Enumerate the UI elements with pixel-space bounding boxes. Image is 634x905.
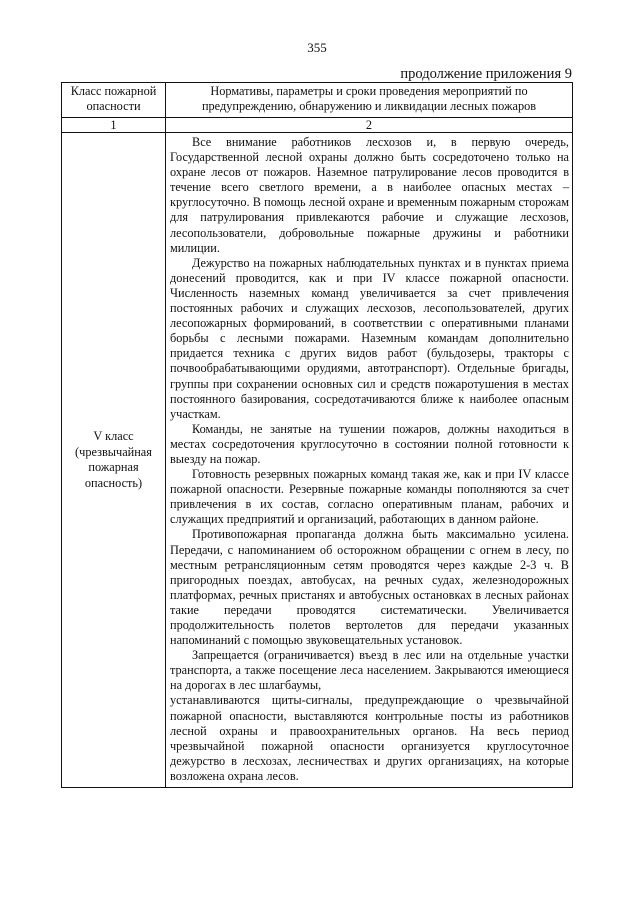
measures-paragraph: Команды, не занятые на тушении пожаров, должны находиться в местах сосредоточения круглосуточно в состоянии полной готовности к выезду на пожар. [170, 421, 569, 466]
page-number: 355 [307, 40, 327, 55]
column-number-2: 2 [166, 118, 573, 133]
measures-paragraph: Все внимание работников лесхозов и, в первую очередь, Государственной лесной охраны должно быть сосредоточено только на охране лесов от пожаров. Наземное патрулирование лесов проводится в течение всего светлого времени, а в наиболее опасных местах – круглосуточно. В помощь лесной охране и временным пожарным сторожам для патрулирования привлекаются рабочие и служащие лесхозов, лесопользователи, добровольные пожарные дружины и работники милиции. [170, 135, 569, 255]
measures-paragraph: Готовность резервных пожарных команд такая же, как и при IV классе пожарной опасности. Резервные пожарные команды пополняются за счет привлечения в их состав, согласно оперативным планам, рабочих и служащих предприятий и организаций, работающих в данном районе. [170, 467, 569, 527]
fire-class-label: V класс (чрезвычайная пожарная опасность) [75, 429, 152, 490]
fire-measures-table [61, 82, 573, 788]
table-header-row [62, 83, 573, 118]
header-norms: Нормативы, параметры и сроки проведения мероприятий по предупреждению, обнаружению и ликвидации лесных пожаров [166, 83, 573, 118]
header-fire-class: Класс пожарной опасности [62, 83, 166, 118]
measures-paragraph: Дежурство на пожарных наблюдательных пунктах и в пунктах приема донесений проводится, как и при IV классе пожарной опасности. Численность наземных команд увеличивается за счет привлечения постоянных рабочих и служащих лесхозов, лесопользователей, других лесопожарных формирований, в соответствии с оперативными планами борьбы с лесными пожарами. Наземным командам дополнительно придается техника с других видов работ (бульдозеры, тракторы с почвообрабатывающими орудиями, автотранспорт). Отдельные бригады, группы при сохранении основных сил и средств пожаротушения в местах постоянного базирования, сосредотачиваются ближе к наиболее опасным участкам. [170, 255, 569, 421]
fire-class-cell [62, 133, 166, 788]
table-row [62, 133, 573, 788]
measures-paragraph: Запрещается (ограничивается) въезд в лес или на отдельные участки транспорта, а также посещение леса населением. Закрываются имеющиеся на дорогах в лес шлагбаумы, [170, 648, 569, 693]
measures-paragraph: Противопожарная пропаганда должна быть максимально усилена. Передачи, с напоминанием об осторожном обращении с огнем в лесу, по местным ретрансляционным сетям проводятся через каждые 2-3 ч. В пригородных поездах, автобусах, на речных судах, железнодорожных платформах, речных пристанях и автобусных остановках в лесных районах такие передачи проводятся систематически. Увеличивается продолжительность полетов вертолетов для передачи указанных напоминаний с помощью звуковещательных установок. [170, 527, 569, 648]
measures-paragraph: устанавливаются щиты-сигналы, предупреждающие о чрезвычайной пожарной опасности, выставляются контрольные посты из работников лесной охраны и правоохранительных органов. На весь период чрезвычайной пожарной опасности организуется круглосуточное дежурство в лесхозах, лесничествах и других организациях, на которые возложена охрана лесов. [170, 693, 569, 783]
column-number-row [62, 118, 573, 133]
continuation-label: продолжение приложения 9 [400, 66, 572, 82]
column-number-1: 1 [62, 118, 166, 133]
measures-cell [166, 133, 573, 788]
